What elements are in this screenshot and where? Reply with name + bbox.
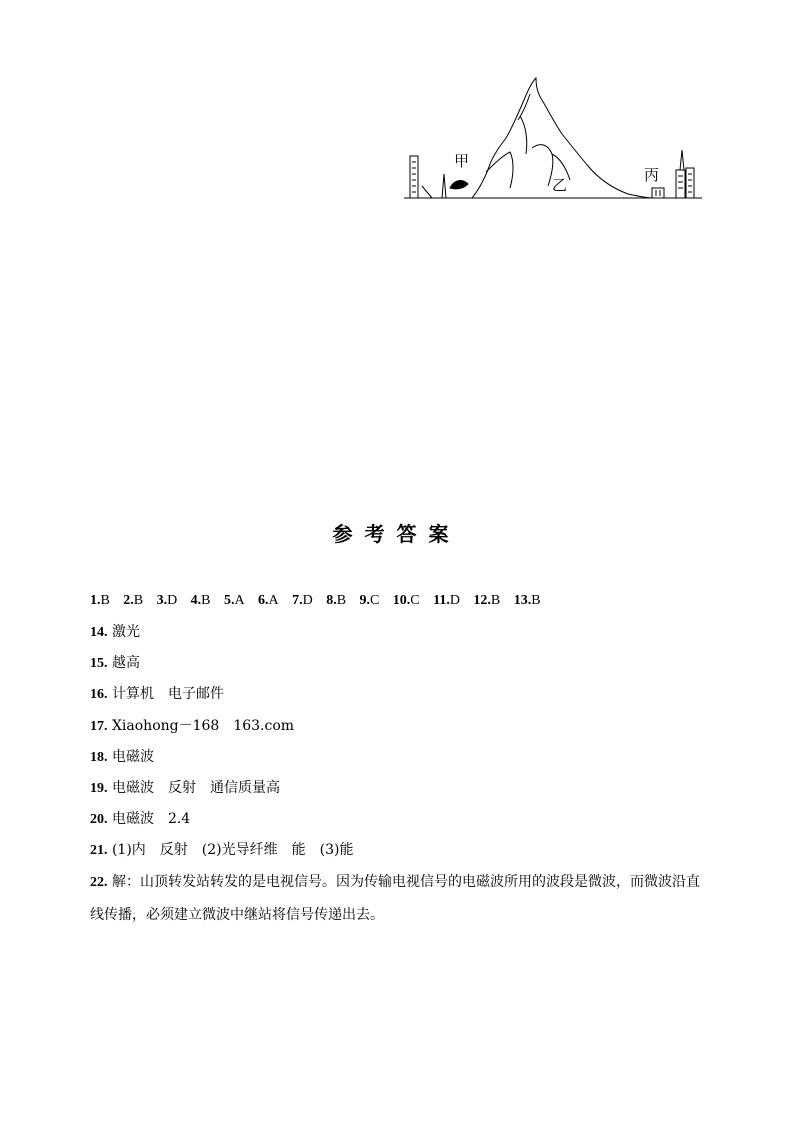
answer-18: 18. 电磁波 — [90, 749, 154, 765]
mc-answer-6: 6.A — [258, 593, 279, 608]
answer-22 — [90, 866, 710, 931]
page-title: 参考答案 — [332, 522, 461, 546]
answer-21: 21. (1)内 反射 (2)光导纤维 能 (3)能 — [90, 842, 354, 858]
mc-answer-7: 7.D — [292, 593, 313, 608]
mountain-figure — [402, 70, 706, 206]
answer-22-line-2: 线传播，必须建立微波中继站将信号传递出去。 — [90, 907, 384, 923]
answer-20: 20. 电磁波 2.4 — [90, 811, 191, 827]
mc-answer-11: 11.D — [433, 593, 460, 608]
answer-16: 16. 计算机 电子邮件 — [90, 686, 224, 702]
mc-answer-10: 10.C — [392, 593, 420, 608]
mc-answer-9: 9.C — [359, 593, 380, 608]
answer-14: 14. 激光 — [90, 624, 140, 640]
mc-answer-13: 13.B — [513, 593, 541, 608]
label-yi: 乙 — [552, 176, 568, 194]
mc-answer-12: 12.B — [473, 593, 501, 608]
mc-answer-5: 5.A — [223, 593, 245, 608]
mc-answer-8: 8.B — [326, 593, 347, 608]
answer-17: 17. Xiaohong－168 163.com — [90, 718, 295, 734]
mc-answer-2: 2.B — [123, 593, 144, 608]
label-bing: 丙 — [644, 166, 660, 184]
answer-22-line-1: 22. 解：山顶转发站转发的是电视信号。因为传输电视信号的电磁波所用的波段是微波，而微波沿直 — [90, 874, 700, 890]
mc-answer-1: 1.B — [90, 593, 110, 608]
answer-19: 19. 电磁波 反射 通信质量高 — [90, 780, 280, 796]
mc-answer-4: 4.B — [190, 593, 211, 608]
mc-answer-3: 3.D — [156, 593, 178, 608]
label-jia: 甲 — [454, 152, 470, 170]
answer-15: 15. 越高 — [90, 655, 140, 671]
multiple-choice-answers — [90, 590, 550, 611]
